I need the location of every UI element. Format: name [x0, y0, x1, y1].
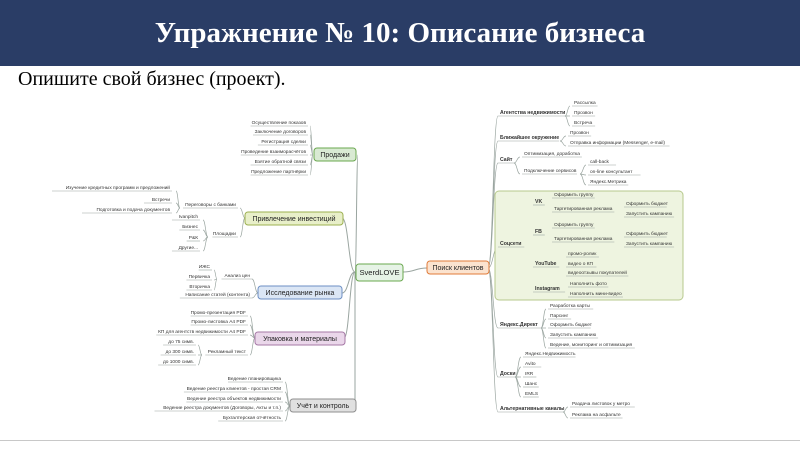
- alt-category-label: Альтернативные каналы: [500, 406, 565, 412]
- boards-item[interactable]: [523, 381, 539, 387]
- connector-boards-item: [515, 377, 521, 397]
- env-item-label: Отправка информации (Messenger, e-mail): [570, 141, 666, 146]
- center-node[interactable]: [356, 264, 403, 281]
- sales-item[interactable]: [251, 120, 308, 126]
- connector-boards-item: [515, 357, 521, 377]
- direct-item-label: Разработка карты: [550, 304, 590, 309]
- instagram-category-label: Instagram: [535, 286, 560, 292]
- invest-negotiations[interactable]: [183, 202, 238, 208]
- youtube-item-label: промо-ролик: [568, 252, 597, 257]
- agencies-category[interactable]: [498, 110, 568, 116]
- control-item[interactable]: [218, 415, 283, 421]
- services-item[interactable]: [588, 159, 616, 165]
- fb-group[interactable]: [552, 222, 595, 228]
- boards-item[interactable]: [523, 391, 539, 397]
- direct-item[interactable]: [548, 322, 593, 328]
- site-services-label: Подключение сервисов: [524, 169, 577, 174]
- agencies-category-label: Агентства недвижимости: [500, 110, 566, 116]
- agencies-item-label: Прозвон: [574, 111, 593, 116]
- control-node[interactable]: [290, 399, 356, 412]
- negotiation-item[interactable]: [82, 207, 172, 213]
- alt-item[interactable]: [570, 401, 635, 407]
- invest-node[interactable]: [245, 212, 343, 225]
- control-node-label: Учёт и контроль: [296, 403, 350, 411]
- research-prices[interactable]: [222, 273, 253, 279]
- sales-item-label: Предложение партнёрки: [251, 170, 306, 175]
- youtube-item-label: видеоотзывы покупателей: [568, 271, 627, 276]
- vk-budget[interactable]: [624, 201, 669, 207]
- control-item-label: Ведение планировщика: [227, 377, 281, 382]
- pack-item-label: Промо-листовка А4 PDF: [191, 320, 246, 325]
- pack-node[interactable]: [255, 332, 345, 345]
- connector-adtext-item: [198, 355, 202, 365]
- connector-site-services: [514, 163, 520, 174]
- connector-price-item: [214, 279, 217, 290]
- direct-item[interactable]: [548, 332, 598, 338]
- platform-item-label: Ivanpitch: [178, 215, 198, 220]
- connector-pack-item: [250, 316, 255, 338]
- vk-launch-label: Запустить кампанию: [626, 212, 673, 217]
- alt-item-label: Реклама на асфальте: [572, 413, 621, 418]
- pack-ad-text-label: Рекламный текст: [207, 350, 246, 355]
- boards-item-label: Шанс: [525, 382, 538, 387]
- services-item-label: on-line консультант: [590, 170, 633, 175]
- connector-pack-adtext: [250, 338, 255, 355]
- alt-item[interactable]: [570, 412, 623, 418]
- research-node[interactable]: [258, 286, 342, 299]
- control-item-label: Бухгалтерская отчётность: [222, 416, 281, 421]
- control-item-label: Ведение реестра клиентов - простая CRM: [186, 387, 281, 392]
- price-item[interactable]: [199, 264, 212, 270]
- agencies-item-label: Встреча: [574, 121, 593, 126]
- slide-subtitle: Опишите свой бизнес (проект).: [18, 68, 286, 90]
- sales-item[interactable]: [258, 139, 308, 145]
- boards-category[interactable]: [498, 371, 519, 377]
- ad-text-item[interactable]: [163, 339, 196, 345]
- socials-category[interactable]: [498, 241, 524, 247]
- fb-launch-label: Запустить кампанию: [626, 242, 673, 247]
- platform-item-label: Другие...: [178, 246, 198, 251]
- price-item-label: Первичка: [188, 275, 210, 280]
- agencies-item[interactable]: [572, 100, 598, 106]
- connector-adtext-item: [198, 345, 202, 355]
- direct-item-label: Парсинг: [550, 314, 569, 319]
- platform-item-label: Р&К: [188, 236, 198, 241]
- pack-ad-text[interactable]: [205, 348, 248, 355]
- price-item-label: ИЖС: [198, 265, 210, 270]
- invest-platforms[interactable]: [212, 231, 238, 237]
- alt-item-label: Раздача листовок у метро: [572, 402, 630, 407]
- pack-item-label: Промо-презентация PDF: [190, 311, 246, 316]
- ad-text-item-label: до 300 симв.: [165, 350, 194, 355]
- boards-item[interactable]: [523, 351, 576, 357]
- fb-budget[interactable]: [624, 231, 669, 237]
- env-category[interactable]: [498, 134, 559, 141]
- site-category-label: Сайт: [500, 157, 513, 163]
- vk-launch[interactable]: [624, 211, 674, 217]
- connector-research-articles: [252, 293, 258, 298]
- price-item[interactable]: [186, 284, 212, 290]
- agencies-item[interactable]: [572, 110, 595, 116]
- instagram-item[interactable]: [568, 291, 623, 297]
- direct-item[interactable]: [548, 303, 593, 309]
- env-item[interactable]: [568, 140, 670, 146]
- boards-item-label: Яндекс.Недвижимость: [525, 352, 576, 357]
- fb-launch[interactable]: [624, 241, 674, 247]
- direct-item-label: Ведение, мониторинг и оптимизация: [550, 343, 633, 348]
- sales-node-label: Продажи: [320, 152, 350, 160]
- services-item[interactable]: [588, 169, 641, 175]
- connector-invest-platforms: [240, 218, 245, 237]
- pack-item[interactable]: [191, 319, 248, 325]
- connector-services-item: [580, 174, 586, 185]
- youtube-item[interactable]: [566, 269, 628, 276]
- platform-item-label: Бизнес: [182, 225, 198, 230]
- fb-budget-label: Оформить бюджет: [626, 232, 668, 237]
- fb-targeting-label: Таргетированная реклама: [554, 237, 613, 242]
- fb-targeting[interactable]: [552, 236, 614, 242]
- site-category[interactable]: [498, 156, 516, 163]
- slide-divider: [0, 440, 800, 441]
- socials-category-label: Соцсети: [500, 241, 522, 247]
- direct-item[interactable]: [548, 313, 571, 319]
- connector-research-prices: [252, 279, 258, 293]
- sales-item-label: Проведение взаиморасчётов: [241, 150, 306, 155]
- connector-env-item: [560, 136, 566, 141]
- sales-item-label: Взятие обратной связи: [254, 160, 306, 165]
- boards-item-label: EMLS: [525, 392, 539, 397]
- connector-agencies-item: [565, 116, 570, 126]
- youtube-category-label: YouTube: [535, 261, 557, 267]
- invest-node-label: Привлечение инвестиций: [252, 216, 336, 224]
- youtube-item-label: видео о КП: [568, 262, 593, 267]
- platform-item[interactable]: [172, 214, 200, 220]
- instagram-item-label: Наполнить мини-видео: [570, 292, 622, 297]
- fb-group-label: Оформить группу: [554, 223, 594, 228]
- connector-services-item: [580, 165, 586, 174]
- instagram-item[interactable]: [568, 281, 608, 287]
- pack-node-label: Упаковка и материалы: [263, 336, 337, 344]
- center-node-label: SverdLOVE: [359, 268, 400, 278]
- research-node-label: Исследование рынка: [265, 290, 335, 298]
- boards-category-label: Доски: [500, 371, 516, 377]
- sales-item[interactable]: [241, 149, 308, 155]
- youtube-category[interactable]: [533, 261, 559, 267]
- sales-item[interactable]: [251, 158, 308, 165]
- control-item-label: Ведение реестра объектов недвижимости: [187, 397, 281, 402]
- search-node[interactable]: [427, 261, 489, 274]
- direct-item-label: Оформить бюджет: [550, 323, 592, 328]
- connector-direct-item: [541, 309, 546, 328]
- vk-targeting-label: Таргетированная реклама: [554, 207, 613, 212]
- search-node-label: Поиск клиентов: [432, 265, 484, 273]
- vk-targeting[interactable]: [552, 206, 614, 212]
- negotiation-item-label: Встречи: [151, 198, 170, 203]
- control-item-label: Ведение реестра документов (Договоры, Акты и т.п.): [163, 406, 281, 411]
- youtube-item[interactable]: [566, 261, 597, 267]
- connector-invest-negotiations: [240, 208, 245, 218]
- fb-category-label: FB: [535, 229, 542, 235]
- pack-item[interactable]: [156, 329, 248, 335]
- research-articles-label: Написание статей (контента): [185, 293, 250, 298]
- control-item[interactable]: [228, 376, 283, 382]
- site-services[interactable]: [522, 168, 577, 174]
- ad-text-item-label: до 1000 симв.: [162, 360, 194, 365]
- negotiation-item[interactable]: [52, 184, 172, 191]
- env-item-label: Прозвон: [570, 131, 589, 136]
- mind-map-nodes: [52, 100, 683, 421]
- price-item-label: Вторичка: [189, 285, 210, 290]
- pack-item[interactable]: [191, 310, 248, 316]
- ad-text-item[interactable]: [158, 359, 196, 365]
- vk-group[interactable]: [552, 192, 595, 198]
- services-item-label: call-back: [590, 160, 609, 165]
- site-optimization-label: Оптимизация, доработка: [524, 152, 580, 157]
- boards-item-label: Avito: [525, 362, 536, 367]
- research-prices-label: Анализ цен: [224, 274, 250, 279]
- sales-item-label: Осуществление показов: [251, 121, 306, 126]
- negotiation-item-label: Изучение кредитных программ и предложений: [65, 186, 170, 191]
- ad-text-item-label: до 75 симв.: [168, 340, 194, 345]
- direct-item[interactable]: [548, 342, 635, 348]
- control-item[interactable]: [155, 405, 284, 411]
- boards-item[interactable]: [523, 371, 536, 377]
- direct-item-label: Запустить кампанию: [550, 333, 597, 338]
- platform-item[interactable]: [179, 224, 200, 230]
- boards-item-label: IRR: [525, 372, 534, 377]
- sales-node[interactable]: [314, 148, 356, 161]
- invest-platforms-label: Площадки: [212, 232, 236, 237]
- connector-env-item: [560, 141, 566, 146]
- env-item[interactable]: [568, 130, 591, 136]
- sales-item-label: Регистрация сделки: [261, 140, 306, 145]
- direct-category[interactable]: [498, 322, 542, 328]
- slide-title: Упражнение № 10: Описание бизнеса: [154, 17, 646, 49]
- platform-item[interactable]: [187, 235, 200, 241]
- research-articles[interactable]: [180, 291, 252, 298]
- connector-center-pack: [344, 272, 355, 338]
- sales-item-label: Заключение договоров: [254, 130, 306, 135]
- connector-center-invest: [342, 218, 355, 272]
- negotiation-item-label: Подготовка и подача документов: [96, 208, 170, 213]
- negotiation-item[interactable]: [144, 197, 172, 203]
- boards-item[interactable]: [523, 361, 541, 367]
- site-optimization[interactable]: [522, 151, 582, 157]
- connector-center-sales: [355, 155, 358, 272]
- price-item[interactable]: [186, 274, 212, 280]
- vk-group-label: Оформить группу: [554, 193, 594, 198]
- services-item-label: Яндекс.Метрика: [590, 180, 627, 185]
- services-item[interactable]: [588, 179, 628, 185]
- env-category-label: Ближайшее окружение: [500, 135, 560, 141]
- connector-center-search: [403, 268, 427, 272]
- connector-agencies-item: [565, 106, 570, 116]
- connector-price-item: [214, 270, 217, 279]
- control-item[interactable]: [184, 386, 283, 392]
- agencies-item-label: Рассылка: [574, 101, 596, 106]
- pack-item-label: КП для агентств недвижимости А4 PDF: [158, 330, 246, 335]
- alt-category[interactable]: [498, 406, 565, 412]
- vk-category-label: VK: [535, 199, 543, 205]
- mind-map: [0, 95, 800, 440]
- connector-alt-item: [563, 412, 568, 418]
- control-item[interactable]: [186, 396, 283, 402]
- sales-item[interactable]: [251, 169, 308, 175]
- platform-item[interactable]: [172, 245, 200, 251]
- sales-item[interactable]: [253, 129, 308, 135]
- invest-negotiations-label: Переговоры с банками: [185, 203, 236, 208]
- youtube-item[interactable]: [566, 252, 599, 257]
- connector-negotiation-item: [176, 208, 180, 213]
- direct-category-label: Яндекс.Директ: [500, 322, 538, 328]
- instagram-item-label: Наполнить фото: [570, 282, 607, 287]
- agencies-item[interactable]: [572, 120, 595, 126]
- connector-site-optimization: [514, 157, 520, 163]
- ad-text-item[interactable]: [161, 349, 196, 355]
- vk-budget-label: Оформить бюджет: [626, 202, 668, 207]
